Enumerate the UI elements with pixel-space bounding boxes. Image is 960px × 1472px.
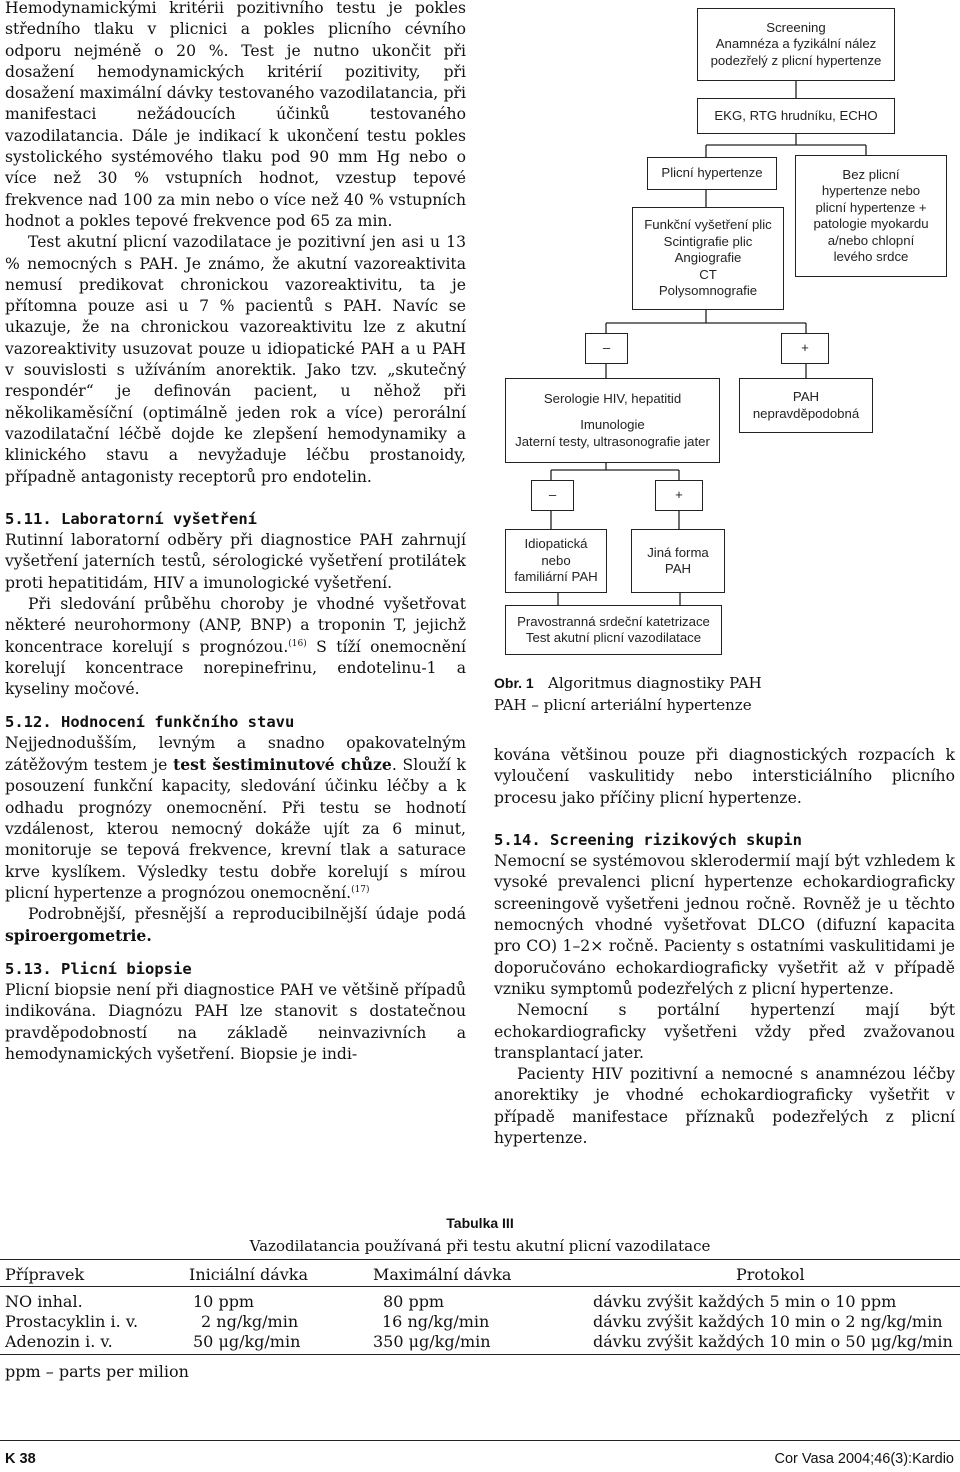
paragraph-lab-routine: Rutinní laboratorní odběry při diagnostice PAH zahrnují vyšetření jaterních testů, sérologické vyšetření protilátek proti hepatitidám, HIV a imunologické vyšetření.	[5, 531, 466, 592]
paragraph-lab-neurohormones: Při sledování průběhu choroby je vhodné vyšetřovat některé neurohormony (ANP, BNP) a troponin T, jejichž koncentrace korelují s prognózou.$^{(16)}$ S tíží onemocnění korelují koncentrace norepinefrinu, endotelinu-1 a kyseliny močové.	[5, 595, 466, 699]
box-bez-plicni-hypertenze: Bez plicní hypertenze nebo plicní hypertenze + patologie myokardu a/nebo chlopní levého srdce	[795, 155, 947, 277]
reference-17: (17)	[351, 884, 370, 895]
paragraph-hiv: Pacienty HIV pozitivní a nemocné s anamnézou léčby anorektiky je vhodné echokardiograficky vyšetřit v případě manifestace příznaků podezřelých z plicní hypertenze.	[494, 1065, 955, 1148]
footer-rule	[0, 1440, 960, 1441]
journal-citation: Cor Vasa 2004;46(3):Kardio	[774, 1451, 954, 1467]
box-serologie: Serologie HIV, hepatitid Imunologie Jaterní testy, ultrasonografie jater	[505, 378, 720, 463]
box-pah-nepravdepodobna: PAH nepravděpodobná	[739, 378, 873, 433]
table-header: Maximální dávka	[373, 1265, 512, 1284]
table-header: Protokol	[736, 1265, 805, 1284]
table-cell: 10 ppm	[193, 1292, 255, 1311]
figure-abbreviation: PAH – plicní arteriální hypertenze	[494, 696, 752, 714]
paragraph-portal-hypertension: Nemocní s portální hypertenzí mají být echokardiograficky vyšetřeni vždy před zvažovanou transplantací jater.	[494, 1001, 955, 1062]
section-heading-5-11: 5.11. Laboratorní vyšetření	[5, 509, 257, 528]
table-cell: dávku zvýšit každých 10 min o 50 μg/kg/min	[593, 1332, 953, 1351]
table-cell: Adenozin i. v.	[5, 1332, 113, 1351]
table-header: Přípravek	[5, 1265, 85, 1284]
section-heading-5-14: 5.14. Screening rizikových skupin	[494, 830, 802, 849]
table-cell: 16 ng/kg/min	[382, 1312, 490, 1331]
paragraph-biopsy-continued: kována většinou pouze při diagnostických rozpacích k vyloučení vaskulitidy nebo intersticiálního plicního procesu jako příčiny plicní hypertenze.	[494, 746, 955, 807]
box-jina-forma: Jiná forma PAH	[631, 529, 725, 593]
table-rule-bottom	[0, 1354, 960, 1355]
figure-label: Obr. 1	[494, 675, 534, 691]
section-heading-5-13: 5.13. Plicní biopsie	[5, 959, 192, 978]
paragraph-vasoreactivity: Test akutní plicní vazodilatace je pozitivní jen asi u 13 % nemocných s PAH. Je známo, že akutní vazoreaktivita nemusí predikovat chronickou vazoreaktivitu, ta je přítomna pouze asi u 7 % pacientů s PAH. Navíc se ukazuje, že na chronickou vazoreaktivitu lze z akutní vazoreaktivity usuzovat pouze u idiopatické PAH a u PAH v souvislosti s užíváním anorektik. Jako tzv. „skutečný respondér“ je definován pacient, u něhož při několikaměsíční (optimálně jeden rok a více) perorální vazodilatační léčbě dojde ke zlepšení hemodynamiky a klinického stavu a nevyžaduje léčbu prostanoidy, případně antagonisty receptorů pro endotelin.	[5, 233, 466, 486]
table-cell: dávku zvýšit každých 5 min o 10 ppm	[593, 1292, 897, 1311]
paragraph-scleroderma: Nemocní se systémovou sklerodermií mají být vzhledem k vysoké prevalenci plicní hypertenze echokardiograficky screeningově vyšetřeni jednou ročně. Rovněž je u těchto nemocných vhodné vyšetřovat DLCO (difuzní kapacita pro CO) 1–2× ročně. Pacienty s ostatními vaskulitidami je doporučováno echokardiograficky vyšetřit až v případě vzniku symptomů podezřelých z plicní hypertenze.	[494, 852, 955, 998]
table-cell: 2 ng/kg/min	[201, 1312, 299, 1331]
table-title: Vazodilatancia používaná při testu akutní plicní vazodilatace	[249, 1237, 711, 1255]
figure-title: Algoritmus diagnostiky PAH	[548, 674, 762, 692]
paragraph-test-criteria: Hemodynamickými kritérii pozitivního testu je pokles středního tlaku v plicnici a pokles plicního cévního odporu nejméně o 20 %. Test je nutno ukončit při dosažení hemodynamických kritérií pozitivity, při dosažení maximální dávky testovaného vazodilatancia, při manifestaci nežádoucích účinků testovaného vazodilatancia. Dále je indikací k ukončení testu pokles systolického systémového tlaku pod 90 mm Hg nebo o více než 30 % vstupních hodnot, vzestup tepové frekvence nad 100 za min nebo o více než 40 % vstupních hodnot a pokles tepové frekvence pod 65 za min.	[5, 0, 466, 230]
paragraph-spiroergometry: Podrobnější, přesnější a reproducibilnější údaje podá spiroergometrie.	[5, 905, 466, 946]
box-plicni-hypertenze: Plicní hypertenze	[647, 157, 777, 190]
table-cell: dávku zvýšit každých 10 min o 2 ng/kg/min	[593, 1312, 943, 1331]
page-number: K 38	[5, 1451, 36, 1467]
table-rule-top	[0, 1259, 960, 1260]
right-column	[494, 745, 955, 1149]
sign-plus-2: +	[655, 480, 703, 511]
section-heading-5-12: 5.12. Hodnocení funkčního stavu	[5, 712, 295, 731]
box-katetrizace: Pravostranná srdeční katetrizace Test akutní plicní vazodilatace	[505, 605, 722, 655]
box-ekg: EKG, RTG hrudníku, ECHO	[697, 98, 895, 134]
box-funkcni-vysetreni: Funkční vyšetření plic Scintigrafie plic Angiografie CT Polysomnografie	[632, 207, 784, 310]
table-cell: Prostacyklin i. v.	[5, 1312, 139, 1331]
paragraph-biopsy: Plicní biopsie není při diagnostice PAH ve většině případů indikována. Diagnózu PAH lze stanovit s dostatečnou pravděpodobností na základě neinvazivních a hemodynamických vyšetření. Biopsie je indi-	[5, 981, 466, 1063]
paragraph-walk-test: Nejjednodušším, levným a snadno opakovatelným zátěžovým testem je test šestiminutové chůze. Slouží k posouzení funkční kapacity, sledování účinku léčby a k odhadu prognózy onemocnění. Při testu se hodnotí vzdálenost, kterou nemocný dokáže ujít za 6 minut, monitoruje se tepová frekvence, krevní tlak a saturace krve kyslíkem. Výsledky testu dobře korelují s mírou plicní hypertenze a prognózou onemocnění.$^{(17)}$	[5, 733, 467, 902]
sign-minus-1: –	[585, 333, 628, 364]
table-footnote: ppm – parts per milion	[5, 1362, 189, 1381]
box-idiopaticka: Idiopatická nebo familiární PAH	[505, 529, 607, 593]
table-label: Tabulka III	[446, 1215, 514, 1231]
table-header: Iniciální dávka	[189, 1265, 309, 1284]
sign-plus-1: +	[781, 333, 829, 364]
figure-caption	[494, 674, 762, 714]
sign-minus-2: –	[531, 480, 574, 511]
box-screening: Screening Anamnéza a fyzikální nález podezřelý z plicní hypertenze	[697, 8, 895, 81]
reference-16: (16)	[288, 638, 307, 649]
table-rule-header	[0, 1286, 960, 1287]
table-cell: NO inhal.	[5, 1292, 83, 1311]
table-cell: 80 ppm	[383, 1292, 445, 1311]
table-cell: 50 μg/kg/min	[193, 1332, 301, 1351]
table-cell: 350 μg/kg/min	[373, 1332, 491, 1351]
